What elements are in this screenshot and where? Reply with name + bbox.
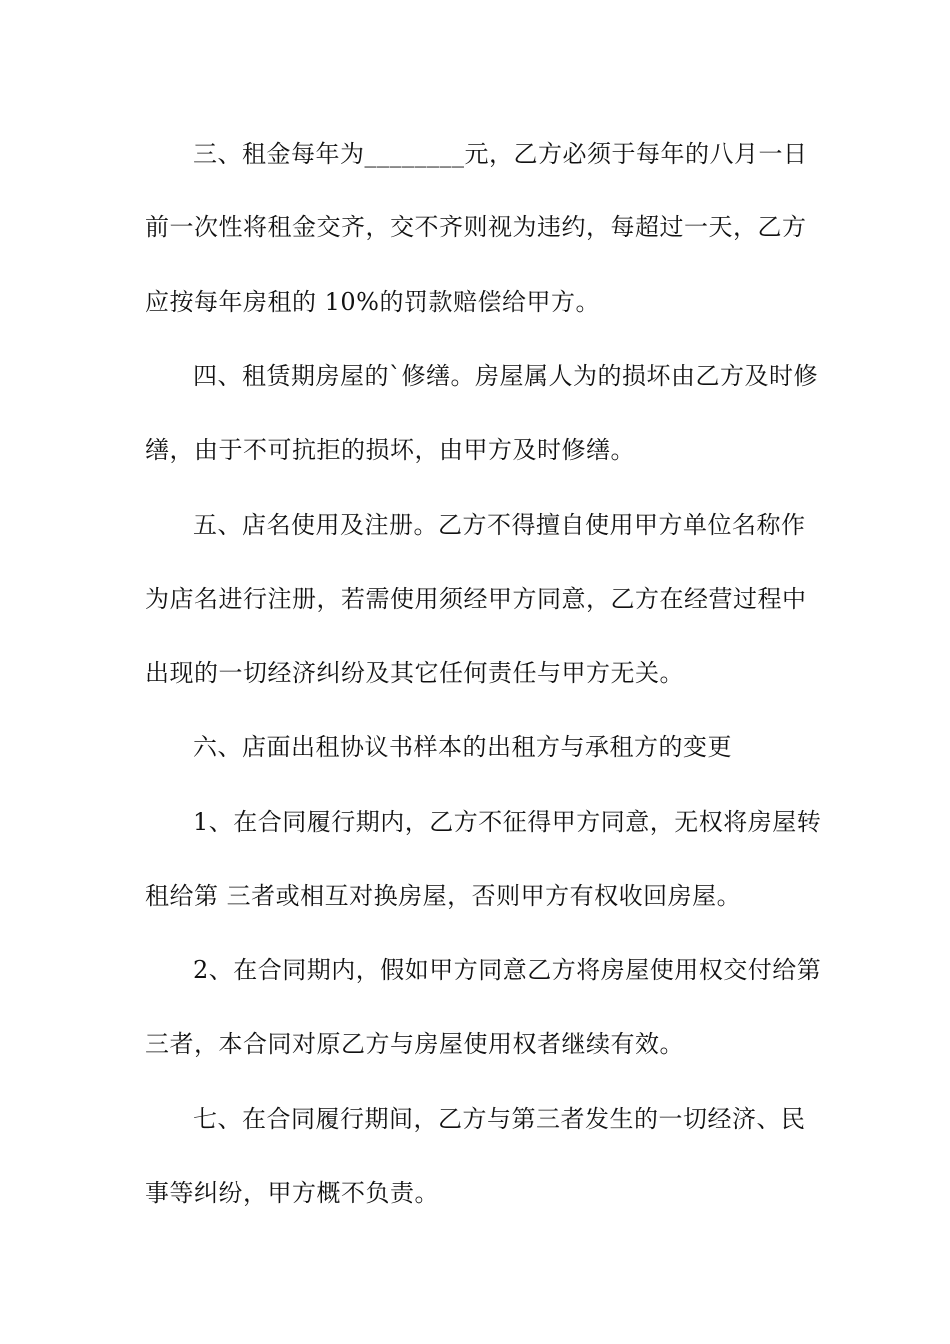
clause-6-heading: 六、店面出租协议书样本的出租方与承租方的变更	[193, 733, 732, 761]
clause-7-line-1: 七、在合同履行期间，乙方与第三者发生的一切经济、民	[193, 1105, 806, 1133]
clause-7-line-2: 事等纠纷，甲方概不负责。	[145, 1179, 439, 1207]
clause-4-line-1: 四、租赁期房屋的`修缮。房屋属人为的损坏由乙方及时修	[193, 362, 818, 390]
clause-6-item-2-line-2: 三者，本合同对原乙方与房屋使用权者继续有效。	[145, 1030, 684, 1058]
clause-3-line-2: 前一次性将租金交齐，交不齐则视为违约，每超过一天，乙方	[145, 213, 807, 241]
clause-6-item-2-line-1: 2、在合同期内，假如甲方同意乙方将房屋使用权交付给第	[193, 956, 822, 984]
clause-6-item-1-line-1: 1、在合同履行期内，乙方不征得甲方同意，无权将房屋转	[193, 808, 822, 836]
clause-3-line-3: 应按每年房租的 10%的罚款赔偿给甲方。	[145, 288, 600, 316]
clause-5-line-3: 出现的一切经济纠纷及其它任何责任与甲方无关。	[145, 659, 684, 687]
clause-5-line-2: 为店名进行注册，若需使用须经甲方同意，乙方在经营过程中	[145, 585, 807, 613]
clause-3-line-1: 三、租金每年为________元，乙方必须于每年的八月一日	[193, 140, 808, 168]
clause-5-line-1: 五、店名使用及注册。乙方不得擅自使用甲方单位名称作	[193, 511, 806, 539]
clause-4-line-2: 缮，由于不可抗拒的损坏，由甲方及时修缮。	[145, 436, 635, 464]
clause-6-item-1-line-2: 租给第 三者或相互对换房屋，否则甲方有权收回房屋。	[145, 882, 742, 910]
